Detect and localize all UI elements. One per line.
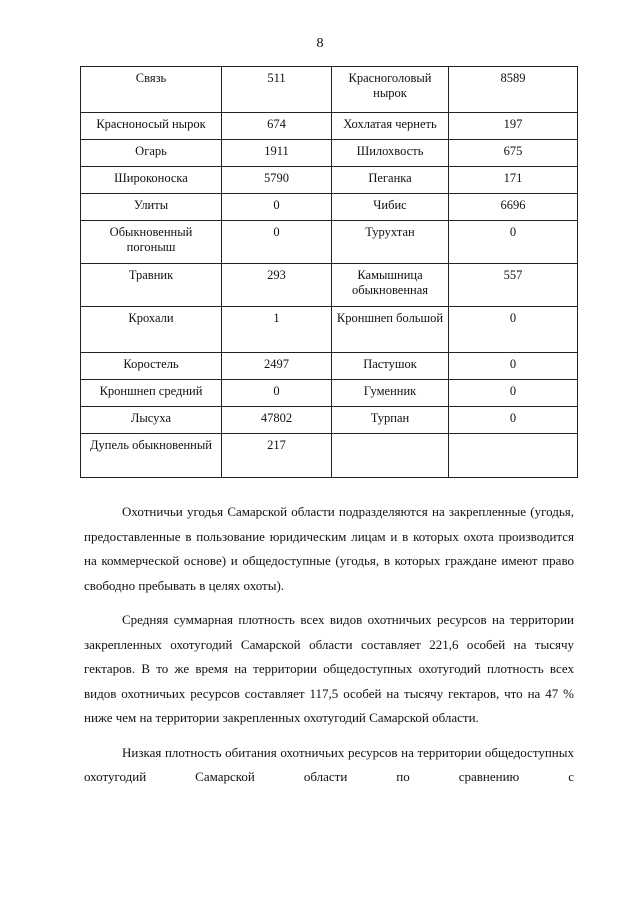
species-count: 47802 [222,407,332,434]
species-count: 5790 [222,167,332,194]
species-count: 217 [222,434,332,478]
species-name: Крохали [81,307,222,353]
species-count: 1911 [222,140,332,167]
species-name: Турпан [332,407,449,434]
species-count: 0 [222,194,332,221]
table-row [81,221,578,264]
species-count: 8589 [449,67,578,113]
species-count: 6696 [449,194,578,221]
species-count: 511 [222,67,332,113]
table-row [81,353,578,380]
species-count [449,434,578,478]
species-name: Огарь [81,140,222,167]
table-row [81,194,578,221]
table-row [81,113,578,140]
species-count: 0 [222,380,332,407]
species-name: Пастушок [332,353,449,380]
paragraph: Низкая плотность обитания охотничьих ресурсов на территории общедоступных охотугодий Самарской области по сравнению с [84,744,574,784]
body-text [84,500,574,800]
species-name [332,434,449,478]
species-name: Гуменник [332,380,449,407]
species-count: 293 [222,264,332,307]
species-name: Чибис [332,194,449,221]
page-number: 8 [316,36,324,51]
table-row [81,264,578,307]
species-count: 0 [449,221,578,264]
species-name: Красноносый нырок [81,113,222,140]
species-count: 0 [449,307,578,353]
table-row [81,67,578,113]
paragraph: Средняя суммарная плотность всех видов охотничьих ресурсов на территории закрепленных охотугодий Самарской области составляет 221,6 особей на тысячу гектаров. В то же время на территории общедоступных охотугодий плотность всех видов охотничьих ресурсов составляет 117,5 особей на тысячу гектаров, что на 47 % ниже чем на территории закрепленных охотугодий Самарской области. [84,612,574,725]
species-count: 197 [449,113,578,140]
species-count: 675 [449,140,578,167]
table-row [81,167,578,194]
species-count: 1 [222,307,332,353]
species-name: Кроншнеп средний [81,380,222,407]
table-row [81,434,578,478]
species-name: Красноголовый нырок [332,67,449,113]
species-name: Широконоска [81,167,222,194]
species-count-table [80,66,578,478]
table-row [81,407,578,434]
species-count: 2497 [222,353,332,380]
species-name: Травник [81,264,222,307]
species-name: Камышница обыкновенная [332,264,449,307]
species-name: Шилохвость [332,140,449,167]
species-name: Пеганка [332,167,449,194]
species-count: 0 [449,407,578,434]
species-name: Коростель [81,353,222,380]
species-count: 674 [222,113,332,140]
table-row [81,140,578,167]
species-name: Кроншнеп большой [332,307,449,353]
species-count: 0 [222,221,332,264]
paragraph: Охотничьи угодья Самарской области подразделяются на закрепленные (угодья, предоставленные в пользование юридическим лицам и в которых охота производится на коммерческой основе) и общедоступные (угодья, в которых граждане имеют право свободно пребывать в целях охоты). [84,504,574,593]
species-name: Лысуха [81,407,222,434]
species-name: Дупель обыкновенный [81,434,222,478]
species-count: 0 [449,380,578,407]
species-name: Связь [81,67,222,113]
species-name: Турухтан [332,221,449,264]
species-name: Хохлатая чернеть [332,113,449,140]
species-count: 557 [449,264,578,307]
species-count: 0 [449,353,578,380]
species-name: Обыкновенный погоныш [81,221,222,264]
species-count: 171 [449,167,578,194]
species-name: Улиты [81,194,222,221]
table-row [81,380,578,407]
table-row [81,307,578,353]
